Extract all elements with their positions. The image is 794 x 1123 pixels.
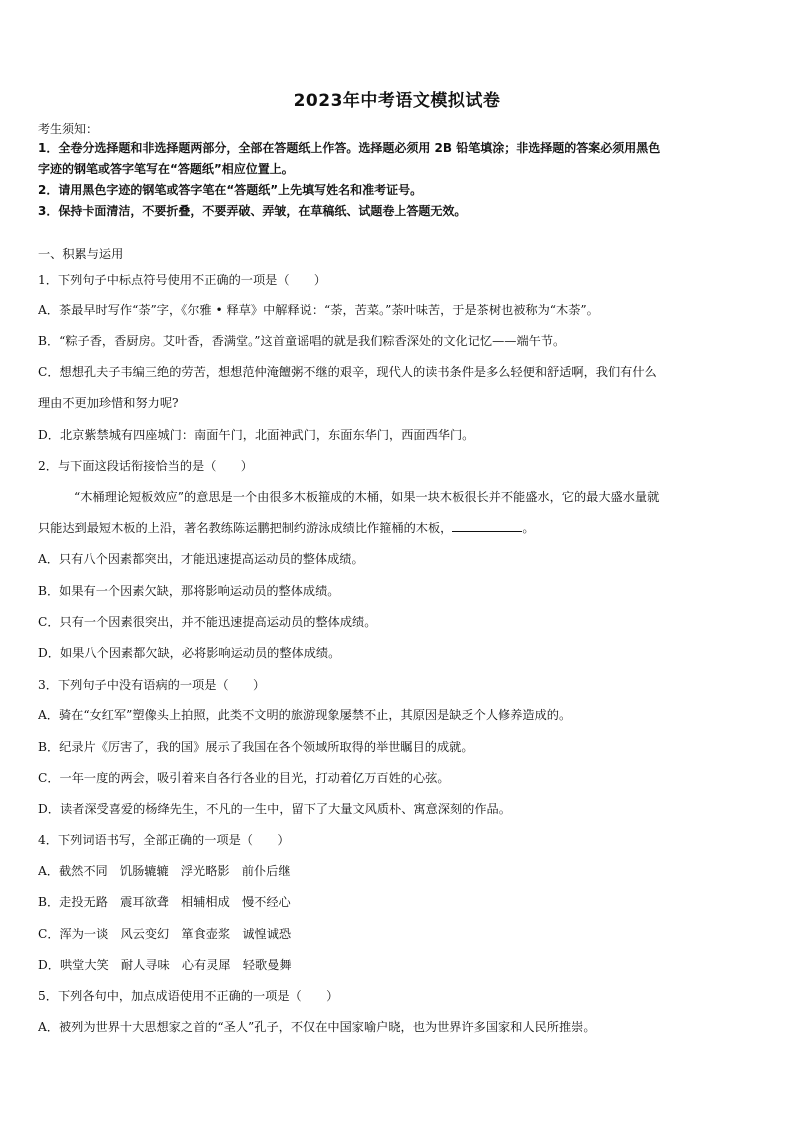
notice-item-2: 2．请用黑色字迹的钢笔或答字笔在“答题纸”上先填写姓名和准考证号。 — [38, 183, 423, 197]
q2-passage-end: 。 — [522, 521, 535, 535]
section-heading: 一、积累与运用 — [38, 247, 124, 261]
q2-option-c: C．只有一个因素很突出，并不能迅速提高运动员的整体成绩。 — [38, 615, 377, 629]
notice-item-1: 1．全卷分选择题和非选择题两部分，全部在答题纸上作答。选择题必须用 2B 铅笔填涂；非选择题的答案必须用黑色 — [38, 141, 661, 155]
q3-option-a: A．骑在“女红军”塑像头上拍照，此类不文明的旅游现象屡禁不止，其原因是缺乏个人修养造成的。 — [38, 708, 572, 722]
q3-option-d: D．读者深受喜爱的杨绛先生，不凡的一生中，留下了大量文风质朴、寓意深刻的作品。 — [38, 802, 511, 816]
notice-item-3: 3．保持卡面清洁，不要折叠，不要弄破、弄皱，在草稿纸、试题卷上答题无效。 — [38, 204, 467, 218]
q1-option-c-cont: 理由不更加珍惜和努力呢? — [38, 396, 179, 410]
q5-stem: 5．下列各句中，加点成语使用不正确的一项是（ ） — [38, 989, 339, 1003]
q5-option-a: A．被列为世界十大思想家之首的“圣人”孔子，不仅在中国家喻户晓，也为世界许多国家和人民所推崇。 — [38, 1020, 596, 1034]
q1-option-c: C．想想孔夫子韦编三绝的劳苦，想想范仲淹饘粥不继的艰辛，现代人的读书条件是多么轻便和舒适啊，我们有什么 — [38, 365, 657, 379]
q2-passage: “木桶理论短板效应”的意思是一个由很多木板箍成的木桶，如果一块木板很长并不能盛水，它的最大盛水量就 — [74, 490, 660, 504]
q2-passage-text: 只能达到最短木板的上沿，著名教练陈运鹏把制约游泳成绩比作箍桶的木板， — [38, 521, 453, 535]
q2-stem: 2．与下面这段话衔接恰当的是（ ） — [38, 459, 253, 473]
q4-option-a: A．截然不同 饥肠辘辘 浮光略影 前仆后继 — [38, 864, 291, 878]
q1-option-b: B．“粽子香，香厨房。艾叶香，香满堂。”这首童谣唱的就是我们粽香深处的文化记忆——端午节。 — [38, 334, 566, 348]
q4-option-d: D．哄堂大笑 耐人寻味 心有灵犀 轻歌曼舞 — [38, 958, 292, 972]
q1-option-d: D．北京紫禁城有四座城门：南面午门，北面神武门，东面东华门，西面西华门。 — [38, 428, 475, 442]
q1-stem: 1．下列句子中标点符号使用不正确的一项是（ ） — [38, 273, 327, 287]
q4-option-c: C．浑为一谈 风云变幻 箪食壶浆 诚惶诚恐 — [38, 927, 292, 941]
notice-item-1-cont: 字迹的钢笔或答字笔写在“答题纸”相应位置上。 — [38, 162, 294, 176]
q4-option-b: B．走投无路 震耳欲聋 相辅相成 慢不经心 — [38, 895, 291, 909]
notice-heading: 考生须知： — [38, 122, 99, 136]
answer-blank — [452, 520, 522, 532]
q4-stem: 4．下列词语书写，全部正确的一项是（ ） — [38, 833, 290, 847]
q2-passage-cont — [38, 520, 758, 536]
q3-option-b: B．纪录片《厉害了，我的国》展示了我国在各个领域所取得的举世瞩目的成就。 — [38, 740, 474, 754]
q2-option-d: D．如果八个因素都欠缺，必将影响运动员的整体成绩。 — [38, 646, 341, 660]
q1-option-a: A．茶最早时写作“荼”字，《尔雅 • 释草》中解释说：“荼，苦菜。”荼叶味苦，于是茶树也被称为“木荼”。 — [38, 303, 599, 317]
q3-stem: 3．下列句子中没有语病的一项是（ ） — [38, 678, 266, 692]
q2-option-b: B．如果有一个因素欠缺，那将影响运动员的整体成绩。 — [38, 584, 340, 598]
q3-option-c: C．一年一度的两会，吸引着来自各行各业的目光，打动着亿万百姓的心弦。 — [38, 771, 450, 785]
page-title: 2023年中考语文模拟试卷 — [293, 91, 501, 111]
q2-option-a: A．只有八个因素都突出，才能迅速提高运动员的整体成绩。 — [38, 552, 364, 566]
